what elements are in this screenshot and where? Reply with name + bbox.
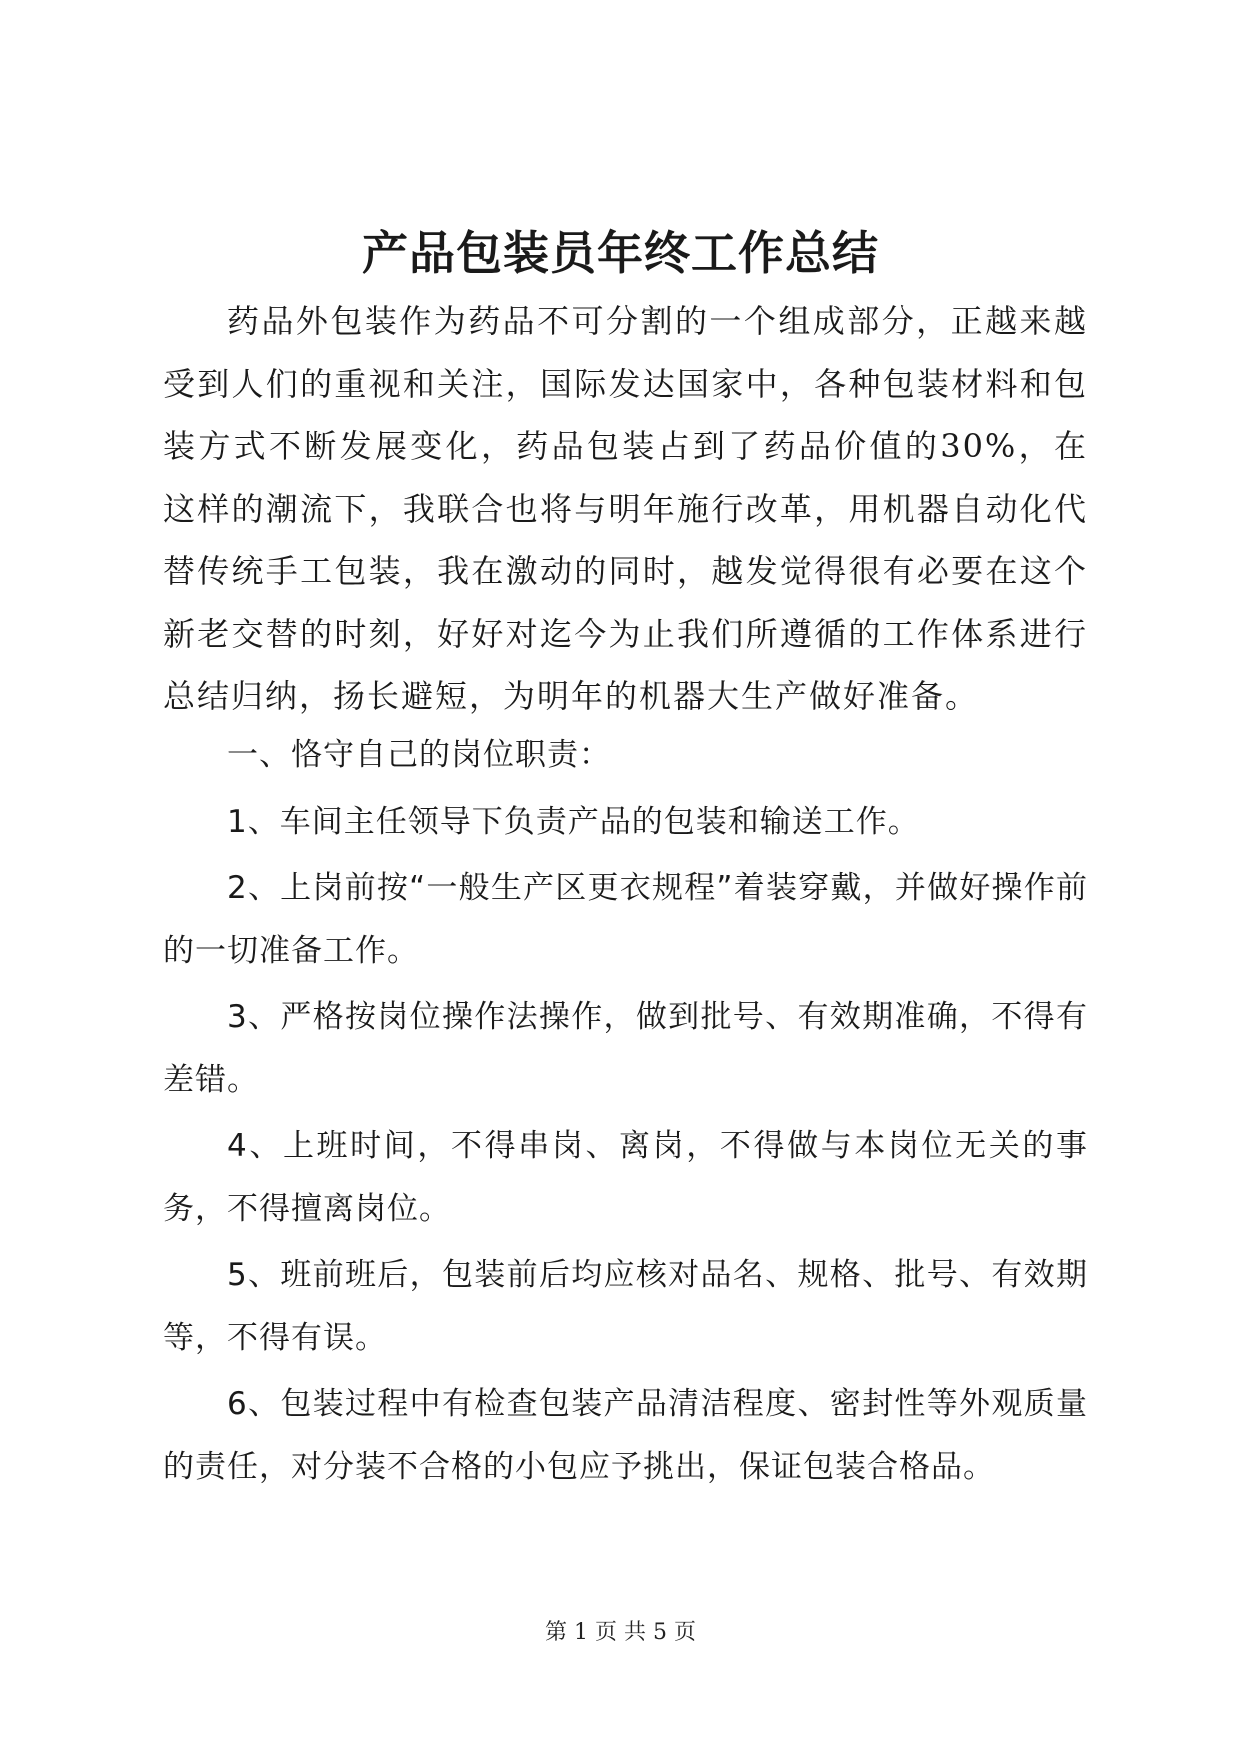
intro-paragraph: 药品外包装作为药品不可分割的一个组成部分，正越来越受到人们的重视和关注，国际发达国家中，各种包装材料和包装方式不断发展变化，药品包装占到了药品价值的30%，在这样的潮流下，我联合也将与明年施行改革，用机器自动化代替传统手工包装，我在激动的同时，越发觉得很有必要在这个新老交替的时刻，好好对迄今为止我们所遵循的工作体系进行总结归纳，扬长避短，为明年的机器大生产做好准备。: [163, 302, 1088, 715]
list-item: 6、包装过程中有检查包装产品清洁程度、密封性等外观质量的责任，对分装不合格的小包应予挑出，保证包装合格品。: [163, 1386, 1088, 1485]
list-item: 4、上班时间，不得串岗、离岗，不得做与本岗位无关的事务，不得擅离岗位。: [163, 1128, 1088, 1227]
page-number: 第 1 页 共 5 页: [545, 1620, 696, 1645]
list-item: 1、车间主任领导下负责产品的包装和输送工作。: [227, 803, 920, 840]
section-heading: 一、恪守自己的岗位职责：: [227, 737, 611, 773]
document-body: [163, 724, 1088, 1502]
list-item: 3、严格按岗位操作法操作，做到批号、有效期准确，不得有差错。: [163, 999, 1088, 1098]
document-title: 产品包装员年终工作总结: [362, 226, 879, 280]
list-item: 2、上岗前按“一般生产区更衣规程”着装穿戴，并做好操作前的一切准备工作。: [163, 870, 1088, 969]
list-item: 5、班前班后，包装前后均应核对品名、规格、批号、有效期等，不得有误。: [163, 1257, 1088, 1356]
